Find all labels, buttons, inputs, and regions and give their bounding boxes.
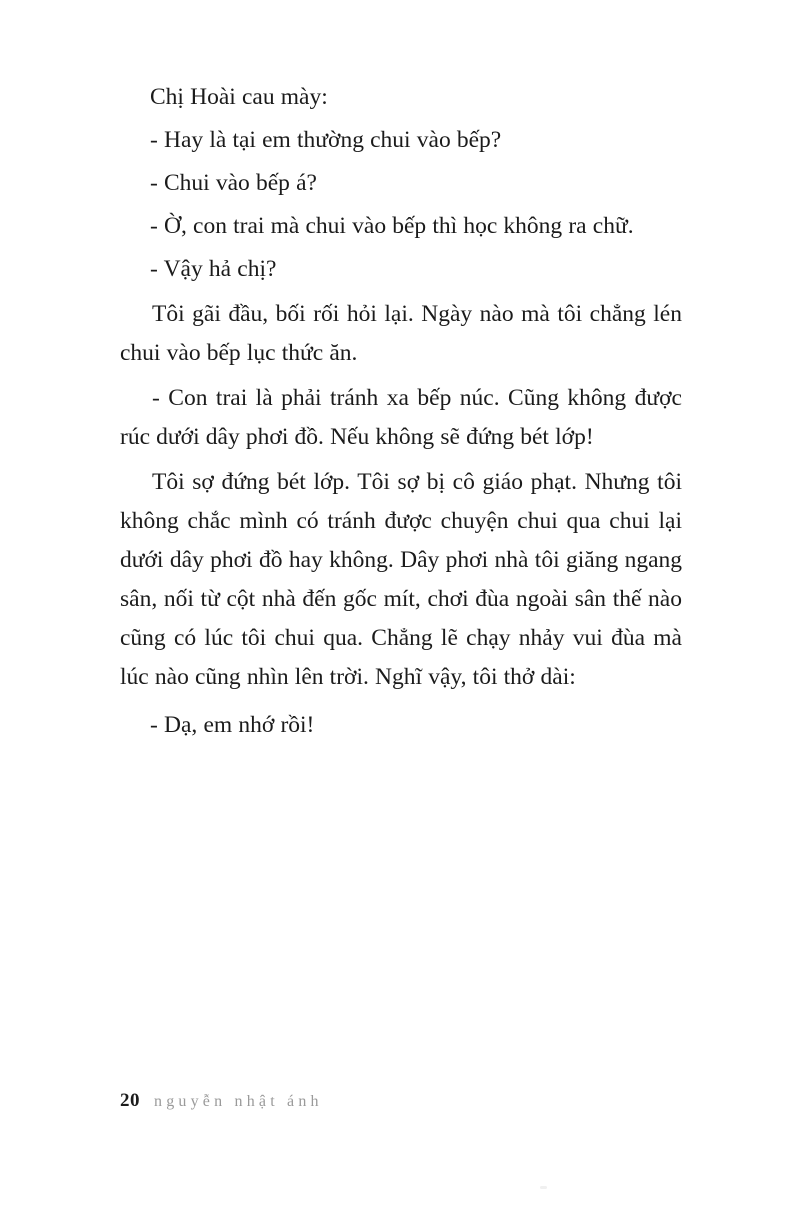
body-paragraph: - Con trai là phải tránh xa bếp núc. Cũng không được rúc dưới dây phơi đồ. Nếu không sẽ đứng bét lớp! <box>120 385 682 450</box>
paragraph-gap <box>120 697 682 706</box>
dialogue-line: - Chui vào bếp á? <box>150 170 317 196</box>
dialogue-line: - Dạ, em nhớ rồi! <box>150 712 315 738</box>
page-text-block <box>120 78 682 745</box>
scan-artifact <box>540 1186 547 1189</box>
page-footer <box>120 1090 323 1112</box>
running-author-name: nguyễn nhật ánh <box>154 1093 323 1110</box>
dialogue-line: - Hay là tại em thường chui vào bếp? <box>150 127 502 153</box>
dialogue-line: - Vậy hả chị? <box>150 256 277 282</box>
dialogue-line: Chị Hoài cau mày: <box>150 84 328 110</box>
body-paragraph: Tôi gãi đầu, bối rối hỏi lại. Ngày nào mà tôi chẳng lén chui vào bếp lục thức ăn. <box>120 301 682 366</box>
body-paragraph: Tôi sợ đứng bét lớp. Tôi sợ bị cô giáo phạt. Nhưng tôi không chắc mình có tránh được chuyện chui qua chui lại dưới dây phơi đồ hay không. Dây phơi nhà tôi giăng ngang sân, nối từ cột nhà đến gốc mít, chơi đùa ngoài sân thế nào cũng có lúc tôi chui qua. Chẳng lẽ chạy nhảy vui đùa mà lúc nào cũng nhìn lên trời. Nghĩ vậy, tôi thở dài: <box>120 469 682 690</box>
page-number: 20 <box>120 1090 140 1111</box>
dialogue-line: - Ờ, con trai mà chui vào bếp thì học không ra chữ. <box>150 213 634 239</box>
